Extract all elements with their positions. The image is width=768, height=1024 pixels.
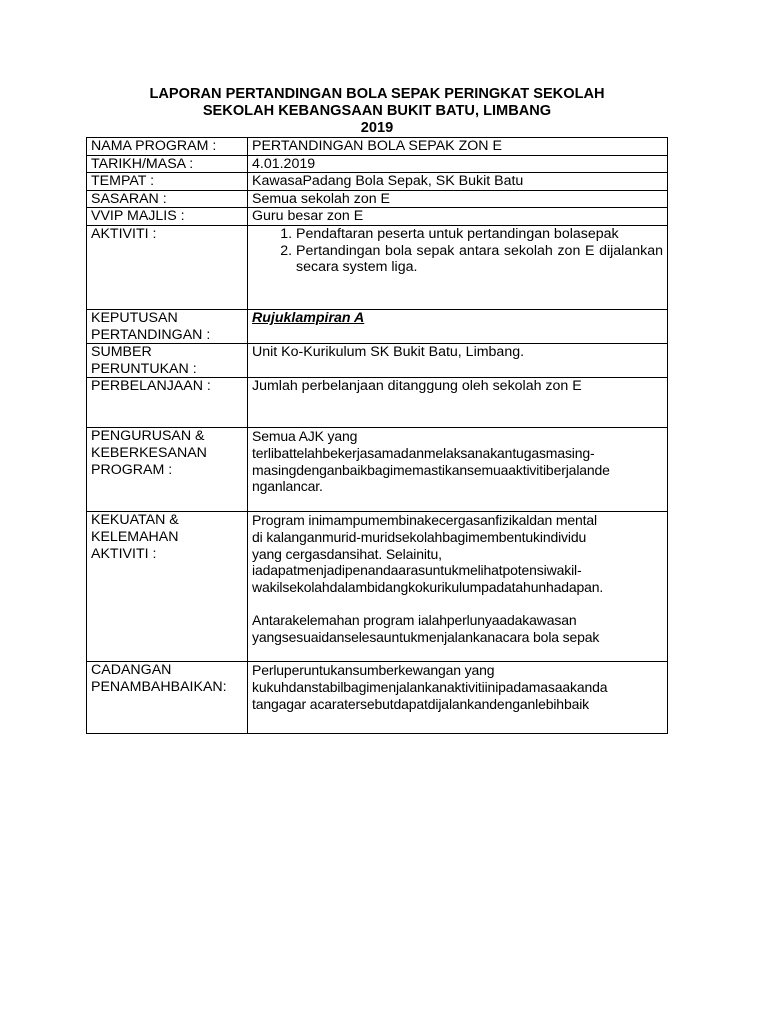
row-nama-program	[87, 138, 668, 156]
label-aktiviti: AKTIVITI :	[87, 225, 248, 309]
value-tempat: KawasaPadang Bola Sepak, SK Bukit Batu	[248, 173, 668, 191]
row-kekuatan	[87, 512, 668, 662]
kekuatan-line-3: yang cergasdansihat. Selainitu,	[252, 545, 442, 562]
row-tarikh	[87, 155, 668, 173]
kelemahan-line-2: yangsesuaidanselesauntukmenjalankanacara bola sepak	[252, 628, 600, 645]
row-sasaran	[87, 190, 668, 208]
cadangan-line-2: kukuhdanstabilbagimenjalankanaktivitiinipadamasaakanda	[252, 678, 608, 695]
label-keputusan	[87, 309, 248, 343]
value-vvip: Guru besar zon E	[248, 208, 668, 226]
label-kekuatan-line-1: KEKUATAN &	[91, 512, 179, 529]
value-cadangan	[248, 662, 668, 734]
value-tarikh: 4.01.2019	[248, 155, 668, 173]
label-kekuatan-line-3: AKTIVITI :	[91, 545, 157, 562]
cadangan-line-3: tangagar acaratersebutdapatdijalankandenganlebihbaik	[252, 695, 590, 712]
kekuatan-line-1: Program inimampumembinakecergasanfizikaldan mental	[252, 512, 597, 529]
title-line-2: SEKOLAH KEBANGSAAN BUKIT BATU, LIMBANG	[202, 103, 552, 119]
report-title	[86, 86, 668, 137]
value-kekuatan	[248, 512, 668, 662]
activity-list	[252, 226, 663, 276]
kekuatan-line-4: iadapatmenjadipenandaarasuntukmelihatpotensiwakil-	[252, 562, 582, 579]
value-pengurusan	[248, 428, 668, 512]
title-line-1: LAPORAN PERTANDINGAN BOLA SEPAK PERINGKAT SEKOLAH	[149, 86, 605, 102]
title-year: 2019	[360, 120, 394, 136]
row-tempat	[87, 173, 668, 191]
row-pengurusan	[87, 428, 668, 512]
activity-item-2: 2. Pertandingan bola sepak antara sekolah zon E dijalankan secara system liga.	[296, 243, 663, 276]
label-cadangan-line-1: CADANGAN	[91, 662, 172, 679]
kekuatan-line-2: di kalanganmurid-muridsekolahbagimembentukindividu	[252, 528, 587, 545]
pengurusan-line-3: masingdenganbaikbagimemastikansemuaaktivitiberjalande	[252, 461, 610, 478]
label-tarikh: TARIKH/MASA :	[87, 155, 248, 173]
label-sumber-line-1: SUMBER	[91, 344, 152, 361]
row-aktiviti	[87, 225, 668, 309]
label-pengurusan-line-1: PENGURUSAN &	[91, 428, 205, 445]
pengurusan-line-1: Semua AJK yang	[252, 428, 358, 445]
label-keputusan-line-2: PERTANDINGAN :	[91, 326, 211, 343]
row-vvip	[87, 208, 668, 226]
pengurusan-line-4: nganlancar.	[252, 478, 323, 495]
value-sumber: Unit Ko-Kurikulum SK Bukit Batu, Limbang.	[248, 344, 668, 378]
label-cadangan	[87, 662, 248, 734]
value-aktiviti	[248, 225, 668, 309]
label-pengurusan	[87, 428, 248, 512]
label-cadangan-line-2: PENAMBAHBAIKAN:	[91, 678, 227, 695]
row-keputusan	[87, 309, 668, 343]
label-nama-program: NAMA PROGRAM :	[87, 138, 248, 156]
report-table	[86, 137, 668, 734]
label-keputusan-line-1: KEPUTUSAN	[91, 309, 178, 326]
value-nama-program: PERTANDINGAN BOLA SEPAK ZON E	[248, 138, 668, 156]
label-sasaran: SASARAN :	[87, 190, 248, 208]
row-cadangan	[87, 662, 668, 734]
label-pengurusan-line-3: PROGRAM :	[91, 461, 173, 478]
label-sumber	[87, 344, 248, 378]
paragraph-gap	[252, 595, 663, 612]
value-sasaran: Semua sekolah zon E	[248, 190, 668, 208]
label-pengurusan-line-2: KEBERKESANAN	[91, 444, 207, 461]
kelemahan-line-1: Antarakelemahan program ialahperlunyaadakawasan	[252, 611, 577, 628]
label-kekuatan	[87, 512, 248, 662]
row-sumber	[87, 344, 668, 378]
value-perbelanjaan: Jumlah perbelanjaan ditanggung oleh sekolah zon E	[248, 378, 668, 428]
value-keputusan	[248, 309, 668, 343]
activity-item-1: 1. Pendaftaran peserta untuk pertandingan bolasepak	[296, 226, 663, 243]
label-vvip: VVIP MAJLIS :	[87, 208, 248, 226]
pengurusan-line-2: terlibattelahbekerjasamadanmelaksanakantugasmasing-	[252, 444, 595, 461]
label-kekuatan-line-2: KELEMAHAN	[91, 528, 179, 545]
keputusan-reference: Rujuklampiran A	[252, 309, 365, 326]
cadangan-line-1: Perluperuntukansumberkewangan yang	[252, 662, 495, 679]
label-sumber-line-2: PERUNTUKAN :	[91, 360, 197, 377]
label-tempat: TEMPAT :	[87, 173, 248, 191]
kekuatan-line-5: wakilsekolahdalambidangkokurikulumpadatahunhadapan.	[252, 578, 604, 595]
row-perbelanjaan	[87, 378, 668, 428]
label-perbelanjaan: PERBELANJAAN :	[87, 378, 248, 428]
